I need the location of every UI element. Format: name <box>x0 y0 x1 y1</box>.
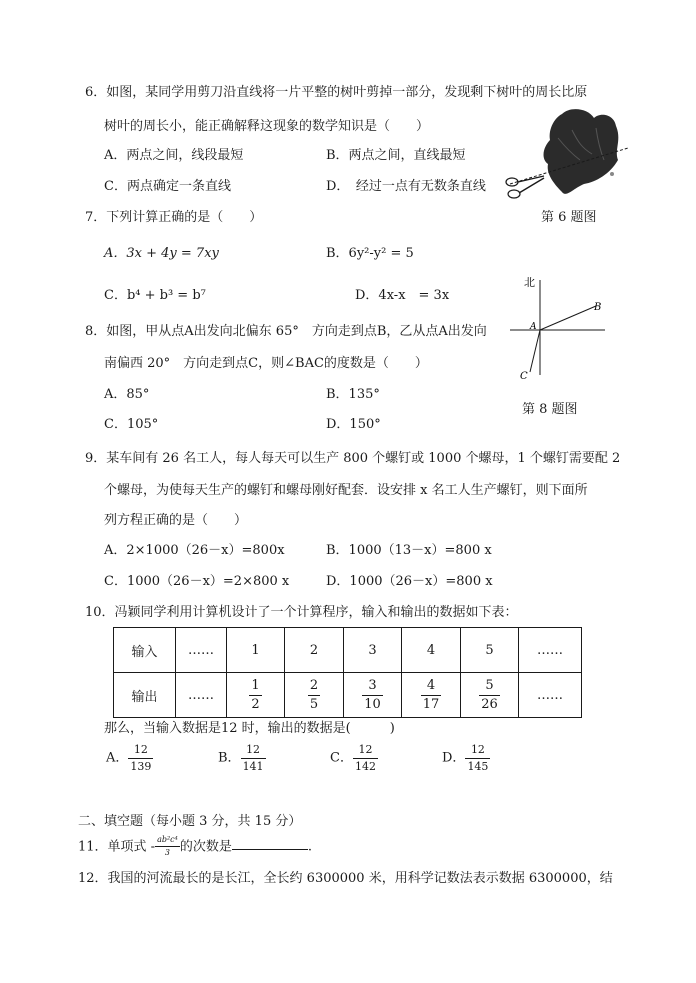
table-row-input <box>114 628 582 673</box>
q11-suffix: 的次数是 <box>179 839 232 855</box>
table-row-output <box>114 673 582 718</box>
q8-stem-line1: 8．如图，甲从点A出发向北偏东 65° 方向走到点B，乙从点A出发向 <box>85 324 487 339</box>
label-c: C <box>520 371 528 382</box>
output-ellipsis-start: …… <box>176 673 227 718</box>
q10-option-b: B． $\frac{12}{141}$ <box>218 743 264 773</box>
q11-fraction: $\frac{\text{ab²c⁴}}{3}$ <box>157 835 178 858</box>
input-cell: 5 <box>461 628 519 673</box>
q11-line: 11．单项式 - $\frac{\text{ab²c⁴}}{3}$ 的次数是 . <box>78 835 313 858</box>
q8-option-a: A．85° <box>104 387 150 402</box>
q10-option-c: C． $\frac{12}{142}$ <box>330 743 376 773</box>
q11-prefix: 11．单项式 - <box>78 839 156 855</box>
output-ellipsis-end: …… <box>519 673 582 718</box>
q8-option-b: B．135° <box>326 387 380 402</box>
q8-stem-line2: 南偏西 20° 方向走到点C，则∠BAC的度数是（ ） <box>104 356 428 371</box>
label-north: 北 <box>524 276 535 289</box>
leaf-shape <box>544 109 619 194</box>
output-label-cell: 输出 <box>114 673 176 718</box>
q8-option-d: D．150° <box>326 417 381 432</box>
q6-figure-caption: 第 6 题图 <box>541 210 597 225</box>
q6-option-a: A．两点之间，线段最短 <box>104 148 244 163</box>
input-cell: 1 <box>227 628 285 673</box>
q10-option-a: A． $\frac{12}{139}$ <box>106 743 152 773</box>
q9-stem-line1: 9．某车间有 26 名工人，每人每天可以生产 800 个螺钉或 1000 个螺母，1 个螺钉需要配 2 <box>85 451 621 466</box>
q7-option-b: B．6y²-y² = 5 <box>326 246 414 261</box>
q8-direction-figure <box>510 270 610 385</box>
output-fraction: $\frac{2}{5}$ <box>309 677 319 712</box>
q10-option-d: D． $\frac{12}{145}$ <box>442 743 489 773</box>
ray-ac <box>530 330 540 372</box>
ray-ab <box>540 306 596 330</box>
input-ellipsis-start: …… <box>176 628 227 673</box>
output-cell <box>402 673 461 718</box>
q6-option-b: B．两点之间，直线最短 <box>326 148 466 163</box>
input-cell: 3 <box>344 628 402 673</box>
q9-stem-line2: 个螺母，为使每天生产的螺钉和螺母刚好配套．设安排 x 名工人生产螺钉，则下面所 <box>104 483 588 498</box>
q9-option-b: B．1000（13－x）=800 x <box>326 543 492 558</box>
output-fraction: $\frac{4}{17}$ <box>422 677 440 712</box>
q11-answer-blank[interactable] <box>232 849 308 850</box>
q12-stem: 12．我国的河流最长的是长江，全长约 6300000 米，用科学记数法表示数据 6300000，结 <box>78 871 613 886</box>
output-fraction: $\frac{5}{26}$ <box>481 677 498 712</box>
q10-stem: 10．冯颖同学利用计算机设计了一个计算程序，输入和输出的数据如下表： <box>85 605 518 620</box>
q7-option-d: D．4x-x = 3x <box>355 288 450 303</box>
label-b: B <box>594 302 602 313</box>
q6-option-d: D． 经过一点有无数条直线 <box>326 179 486 194</box>
q6-leaf-figure <box>500 104 635 204</box>
q7-option-c: C．b⁴ + b³ = b⁷ <box>104 288 206 303</box>
q7-option-a: A．3x + 4y = 7xy <box>104 246 219 261</box>
q8-option-c: C．105° <box>104 417 159 432</box>
q10-io-table <box>113 627 582 718</box>
q8-figure-caption: 第 8 题图 <box>522 402 578 417</box>
input-cell: 2 <box>285 628 344 673</box>
q6-stem-line2: 树叶的周长小，能正确解释这现象的数学知识是（ ） <box>104 119 430 134</box>
q6-stem-line1: 6．如图，某同学用剪刀沿直线将一片平整的树叶剪掉一部分，发现剩下树叶的周长比原 <box>85 85 588 100</box>
q9-option-c: C．1000（26－x）=2×800 x <box>104 574 290 589</box>
q9-option-a: A．2×1000（26－x）=800x <box>104 543 285 558</box>
output-cell <box>227 673 285 718</box>
output-cell <box>344 673 402 718</box>
input-cell: 4 <box>402 628 461 673</box>
q9-stem-line3: 列方程正确的是（ ） <box>104 513 248 528</box>
q9-option-d: D．1000（26－x）=800 x <box>326 574 493 589</box>
q7-stem: 7．下列计算正确的是（ ） <box>85 210 263 225</box>
output-cell <box>461 673 519 718</box>
output-fraction: $\frac{3}{10}$ <box>364 677 381 712</box>
output-cell <box>285 673 344 718</box>
input-label-cell: 输入 <box>114 628 176 673</box>
q10-follow-up: 那么，当输入数据是12 时，输出的数据是( ) <box>104 721 395 736</box>
input-ellipsis-end: …… <box>519 628 582 673</box>
q6-option-c: C．两点确定一条直线 <box>104 179 231 194</box>
output-fraction: $\frac{1}{2}$ <box>251 677 260 712</box>
section2-heading: 二、填空题（每小题 3 分，共 15 分） <box>78 814 302 829</box>
label-a: A <box>530 322 537 332</box>
